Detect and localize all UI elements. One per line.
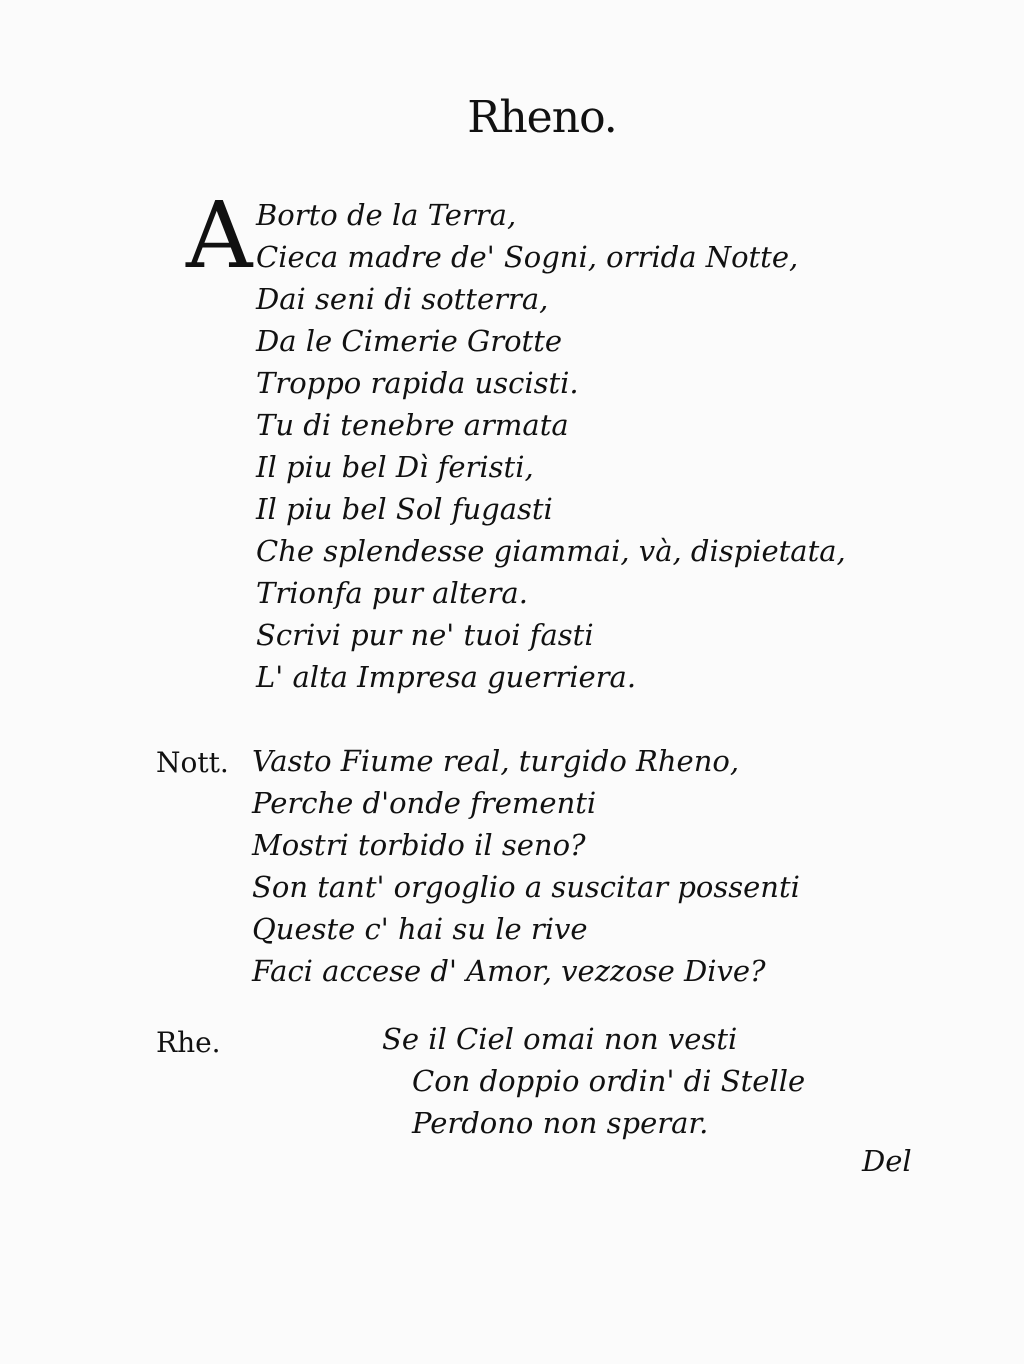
page-title: Rheno. [467,92,617,143]
verse-line: Troppo rapida uscisti. [256,366,579,400]
verse-line: Vasto Fiume real, turgido Rheno, [252,744,740,778]
stanza-rhe [382,1018,805,1144]
verse-line: Mostri torbido il seno? [252,828,586,862]
verse-line: Tu di tenebre armata [256,408,569,442]
verse-line: Perdono non sperar. [412,1106,709,1140]
stanza-nott [252,740,800,992]
verse-line: Son tant' orgoglio a suscitar possenti [252,870,800,904]
verse-line: Borto de la Terra, [256,198,517,232]
speaker-label-rhe: Rhe. [156,1026,221,1059]
verse-line: Il piu bel Sol fugasti [256,492,553,526]
verse-line: Faci accese d' Amor, vezzose Dive? [252,954,766,988]
verse-line: Da le Cimerie Grotte [256,324,563,358]
verse-line: Se il Ciel omai non vesti [382,1022,738,1056]
verse-line: Cieca madre de' Sogni, orrida Notte, [256,240,799,274]
verse-line: Dai seni di sotterra, [256,282,549,316]
verse-line: Che splendesse giammai, và, dispietata, [256,534,846,568]
verse-line: Perche d'onde frementi [252,786,597,820]
catchword: Del [862,1144,912,1178]
verse-line: Trionfa pur altera. [256,576,528,610]
drop-capital: A [186,182,253,289]
verse-line: Il piu bel Dì feristi, [256,450,534,484]
stanza-opening [256,194,846,698]
verse-line: Scrivi pur ne' tuoi fasti [256,618,594,652]
verse-line: Con doppio ordin' di Stelle [412,1064,806,1098]
verse-line: L' alta Impresa guerriera. [256,660,637,694]
verse-line: Queste c' hai su le rive [252,912,588,946]
speaker-label-nott: Nott. [156,746,229,779]
